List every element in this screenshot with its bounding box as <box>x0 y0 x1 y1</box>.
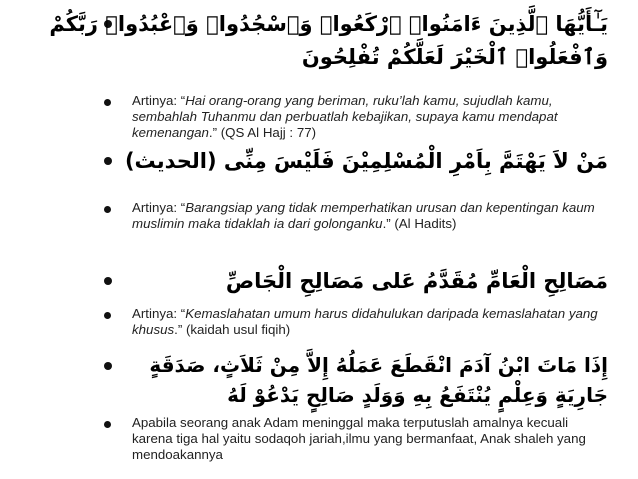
translation-text <box>132 415 610 463</box>
translation-source: .” (kaidah usul fiqih) <box>174 322 291 337</box>
translation-text <box>132 200 610 232</box>
bullet-icon <box>104 99 111 106</box>
arabic-line: جَارِيَةٍ وَعِلْمٍ يُنْتَفَعُ بِهِ وَوَلَدٍ صَالِحٍ يَدْعُوْ لَهُ <box>227 383 608 407</box>
arabic-line: إِذَا مَاتَ ابْنُ آدَمَ انْقَطَعَ عَمَلُهُ إِلاَّ مِنْ ثَلاَثٍ، صَدَقَةٍ <box>149 353 608 377</box>
translation-quote: Barangsiap yang tidak memperhatikan urusan dan kepentingan kaum muslimin maka tidaklah ia dari golonganku <box>132 200 595 231</box>
translation-source: .” (QS Al Hajj : 77) <box>208 125 317 140</box>
translation-text <box>132 93 610 141</box>
translation-prefix: Artinya: “ <box>132 93 186 108</box>
bullet-icon <box>104 206 111 213</box>
translation-prefix: Apabila seorang anak Adam meninggal maka terputuslah amalnya kecuali karena tiga hal yaitu sodaqoh jariah,ilmu yang bermanfaat, Anak shaleh yang mendoakannya <box>132 415 586 462</box>
translation-quote: Kemaslahatan umum harus didahulukan daripada kemaslahatan yang khusus <box>132 306 598 337</box>
translation-text <box>132 306 610 338</box>
bullet-icon <box>104 277 112 285</box>
bullet-icon <box>104 312 111 319</box>
arabic-line: يَـٰٓأَيُّهَا ٱلَّذِينَ ءَامَنُوا۟ ٱرْكَعُوا۟ وَٱسْجُدُوا۟ وَٱعْبُدُوا۟ رَبَّكُمْ <box>49 12 608 36</box>
translation-source: .” (Al Hadits) <box>382 216 457 231</box>
arabic-line: وَٱفْعَلُوا۟ ٱلْخَيْرَ لَعَلَّكُمْ تُفْلِحُونَ <box>301 45 608 69</box>
bullet-icon <box>104 157 112 165</box>
bullet-icon <box>104 362 112 370</box>
translation-prefix: Artinya: “ <box>132 200 186 215</box>
arabic-line: مَنْ لاَ يَهْتَمَّ بِاَمْرِ الْمُسْلِمِيْنَ فَلَيْسَ مِنِّى (الحديث) <box>124 149 608 173</box>
arabic-line: مَصَالِحِ الْعَامِّ مُقَدَّمُ عَلى مَصَالِحِ الْجَاصِّ <box>225 269 608 293</box>
translation-prefix: Artinya: “ <box>132 306 186 321</box>
translation-quote: Hai orang-orang yang beriman, ruku’lah kamu, sujudlah kamu, sembahlah Tuhanmu dan perbuatlah kebajikan, supaya kamu mendapat kemenangan <box>132 93 558 140</box>
bullet-icon <box>104 421 111 428</box>
